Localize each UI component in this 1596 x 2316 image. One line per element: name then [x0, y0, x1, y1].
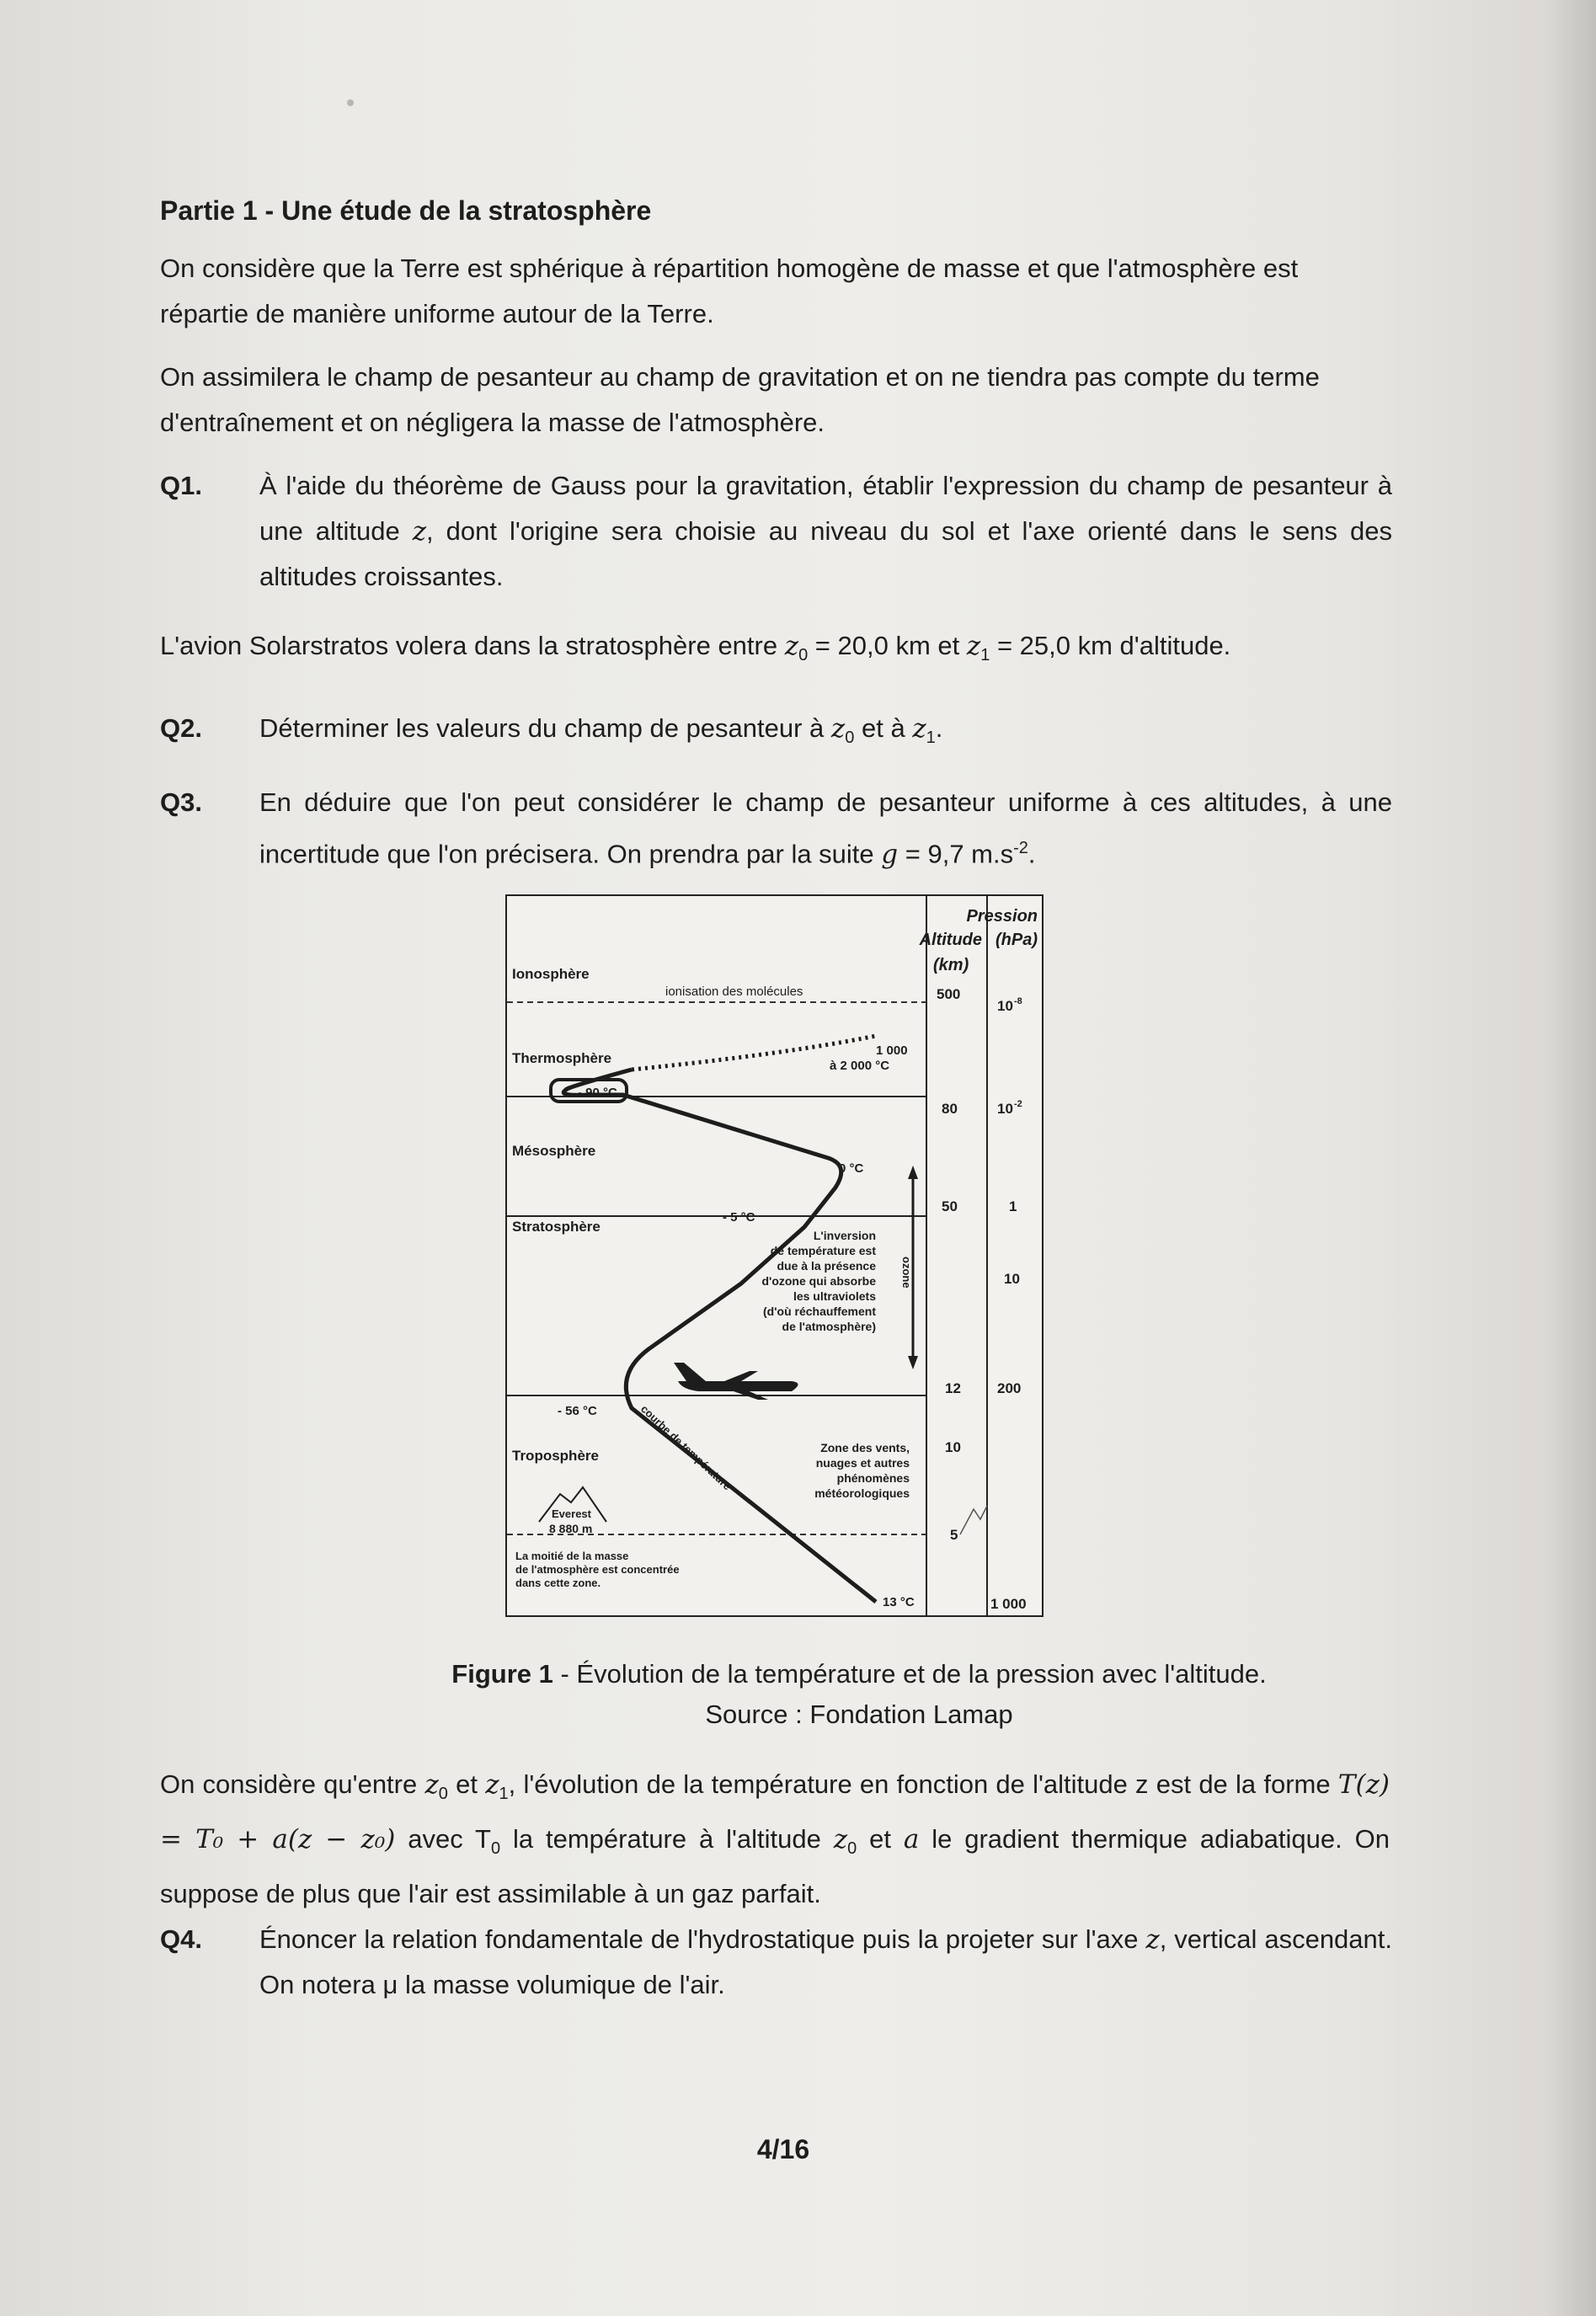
- layer-thermosphere: Thermosphère: [512, 1050, 612, 1066]
- q2-end: .: [935, 713, 943, 743]
- q2-z1-sub: 1: [926, 728, 936, 748]
- temp-minus-5: - 5 °C: [723, 1210, 755, 1225]
- q1-label: Q1.: [160, 471, 202, 500]
- courbe-label: courbe de température: [638, 1402, 734, 1493]
- inversion-line-6: (d'où réchauffement: [762, 1305, 876, 1318]
- q4-intro-paragraph: [160, 1762, 1390, 1917]
- q3-g-exp: -2: [1013, 839, 1028, 857]
- q4-intro-z0b: z: [833, 1824, 848, 1855]
- altitude-80: 80: [942, 1101, 958, 1117]
- figure-caption: [253, 1654, 1465, 1694]
- q2-z0: z: [830, 713, 846, 744]
- q3-label: Q3.: [160, 787, 202, 817]
- avion-z0-sub: 0: [798, 646, 809, 665]
- avion-text-a: L'avion Solarstratos volera dans la stratosphère entre: [160, 631, 785, 660]
- q4-intro-e: la température à l'altitude: [500, 1824, 834, 1854]
- q4-intro-z1: z: [485, 1769, 499, 1800]
- q3-g: g: [881, 839, 899, 870]
- pression-10-8-exp: -8: [1014, 996, 1022, 1006]
- pression-10: 10: [1004, 1271, 1020, 1287]
- q4-intro-f: et: [857, 1824, 904, 1854]
- layer-troposphere: Troposphère: [512, 1448, 599, 1464]
- ionisation-label: ionisation des molécules: [665, 985, 803, 999]
- q2-text-a: Déterminer les valeurs du champ de pesanteur à: [259, 713, 831, 743]
- temp-0: 0 °C: [839, 1161, 864, 1176]
- q4-intro-c: , l'évolution de la température en fonction de l'altitude z est de la forme: [508, 1769, 1338, 1799]
- q3-end: .: [1028, 839, 1036, 869]
- q4-text-a: Énoncer la relation fondamentale de l'hydrostatique puis la projeter sur l'axe: [259, 1924, 1146, 1954]
- avion-z1-val: = 25,0 km d'altitude.: [990, 631, 1231, 660]
- altitude-500: 500: [937, 986, 961, 1002]
- pression-200: 200: [997, 1380, 1022, 1396]
- zone-vents-1: Zone des vents,: [820, 1441, 910, 1454]
- q4-label: Q4.: [160, 1924, 202, 1954]
- moitie-line-2: de l'atmosphère est concentrée: [515, 1563, 680, 1576]
- paper-speck: [347, 99, 354, 106]
- km-header: (km): [933, 956, 969, 974]
- layer-mesosphere: Mésosphère: [512, 1143, 596, 1159]
- figure-1: [505, 894, 1044, 1619]
- q4-text-b: , vertical ascendant. On notera μ la masse volumique de l'air.: [259, 1924, 1393, 1999]
- altitude-5: 5: [950, 1527, 958, 1543]
- inversion-line-4: d'ozone qui absorbe: [761, 1274, 876, 1288]
- q1-text: [259, 463, 1392, 600]
- figure-1-svg: [505, 894, 1044, 1619]
- q2-z1: z: [912, 713, 926, 744]
- q1-var: z: [412, 516, 427, 547]
- q4-intro-a: On considère qu'entre: [160, 1769, 425, 1799]
- avion-z0-val: = 20,0 km et: [808, 631, 967, 660]
- layer-ionosphere: Ionosphère: [512, 966, 590, 982]
- inversion-line-1: L'inversion: [813, 1229, 876, 1242]
- avion-z0: z: [784, 631, 799, 661]
- ozone-label: ozone: [900, 1257, 913, 1289]
- inversion-line-5: les ultraviolets: [793, 1289, 876, 1303]
- section-title: Partie 1 - Une étude de la stratosphère: [160, 195, 652, 226]
- q1-text-a: À l'aide du théorème de Gauss pour la gravitation, établir l'expression du champ de pesanteur à une altitude: [259, 471, 1392, 546]
- moitie-line-3: dans cette zone.: [515, 1577, 601, 1589]
- page-edge-shadow: [1545, 0, 1596, 2316]
- thermo-temp-2: à 2 000 °C: [830, 1059, 890, 1073]
- q2-z0-sub: 0: [845, 728, 855, 748]
- moitie-line-1: La moitié de la masse: [515, 1550, 629, 1562]
- q4-intro-z0: z: [424, 1769, 439, 1800]
- q4-intro-formula: T(z) = T₀ + a(z − z₀): [160, 1769, 1390, 1855]
- q4-intro-z0b-sub: 0: [847, 1839, 857, 1859]
- q4-intro-z1-sub: 1: [499, 1785, 509, 1804]
- pression-1: 1: [1009, 1198, 1017, 1214]
- q4-text: [259, 1917, 1392, 2008]
- figure-caption-rest: - Évolution de la température et de la pression avec l'altitude.: [552, 1659, 1267, 1689]
- altitude-12: 12: [945, 1380, 961, 1396]
- inversion-line-3: due à la présence: [777, 1259, 876, 1273]
- zone-vents-3: phénomènes: [836, 1471, 910, 1485]
- intro-paragraph-1: On considère que la Terre est sphérique à répartition homogène de masse et que l'atmosphère est répartie de manière uniforme autour de la Terre.: [160, 253, 1299, 328]
- hpa-header: (hPa): [995, 931, 1038, 949]
- inversion-line-2: de température est: [770, 1244, 876, 1257]
- q3-text: [259, 780, 1392, 877]
- page-number: 4/16: [756, 2134, 810, 2164]
- temp-minus-56: - 56 °C: [558, 1404, 597, 1418]
- avion-paragraph: [160, 623, 1390, 678]
- q1-text-b: , dont l'origine sera choisie au niveau du sol et l'axe orienté dans le sens des altitudes croissantes.: [259, 516, 1392, 591]
- q2-mid: et à: [854, 713, 913, 743]
- avion-z1: z: [966, 631, 981, 661]
- altitude-50: 50: [942, 1198, 958, 1214]
- thermo-temp-1: 1 000: [876, 1043, 908, 1058]
- q4-intro-d: avec T: [395, 1824, 491, 1854]
- inversion-line-7: de l'atmosphère): [782, 1320, 876, 1333]
- pression-header: Pression: [966, 907, 1038, 926]
- intro-paragraph-2: On assimilera le champ de pesanteur au champ de gravitation et on ne tiendra pas compte du terme d'entraînement et on négligera la masse de l'atmosphère.: [160, 362, 1320, 437]
- zone-vents-2: nuages et autres: [815, 1456, 910, 1470]
- temp-13: 13 °C: [883, 1595, 915, 1609]
- everest-altitude: 8 880 m: [549, 1522, 593, 1535]
- q4-intro-g: le gradient thermique adiabatique. On suppose de plus que l'air est assimilable à un gaz parfait.: [160, 1824, 1390, 1909]
- altitude-10: 10: [945, 1439, 961, 1455]
- q3-text-a: En déduire que l'on peut considérer le champ de pesanteur uniforme à ces altitudes, à une incertitude que l'on précisera. On prendra par la suite: [259, 787, 1392, 869]
- pression-1000: 1 000: [990, 1596, 1027, 1612]
- q4-intro-b: et: [447, 1769, 486, 1799]
- pression-10-8-base: 10: [997, 998, 1013, 1014]
- q4-intro-d-sub: 0: [490, 1839, 501, 1859]
- avion-z1-sub: 1: [980, 646, 990, 665]
- altitude-header: Altitude: [919, 931, 982, 949]
- q4-intro-z0-sub: 0: [438, 1785, 448, 1804]
- layer-stratosphere: Stratosphère: [512, 1219, 601, 1235]
- q2-label: Q2.: [160, 713, 202, 743]
- pression-10-2-base: 10: [997, 1101, 1013, 1117]
- pression-10-2-exp: -2: [1014, 1099, 1022, 1109]
- temp-minus-90: - 90 °C: [578, 1086, 617, 1100]
- q3-g-val: = 9,7 m.s: [898, 839, 1014, 869]
- figure-caption-bold: Figure 1: [451, 1659, 553, 1689]
- q4-var: z: [1145, 1924, 1160, 1955]
- q2-text: [259, 706, 1392, 760]
- q4-intro-a-var: a: [903, 1824, 920, 1855]
- everest-label: Everest: [552, 1508, 591, 1520]
- figure-source: Source : Fondation Lamap: [705, 1700, 1013, 1729]
- zone-vents-4: météorologiques: [814, 1486, 910, 1500]
